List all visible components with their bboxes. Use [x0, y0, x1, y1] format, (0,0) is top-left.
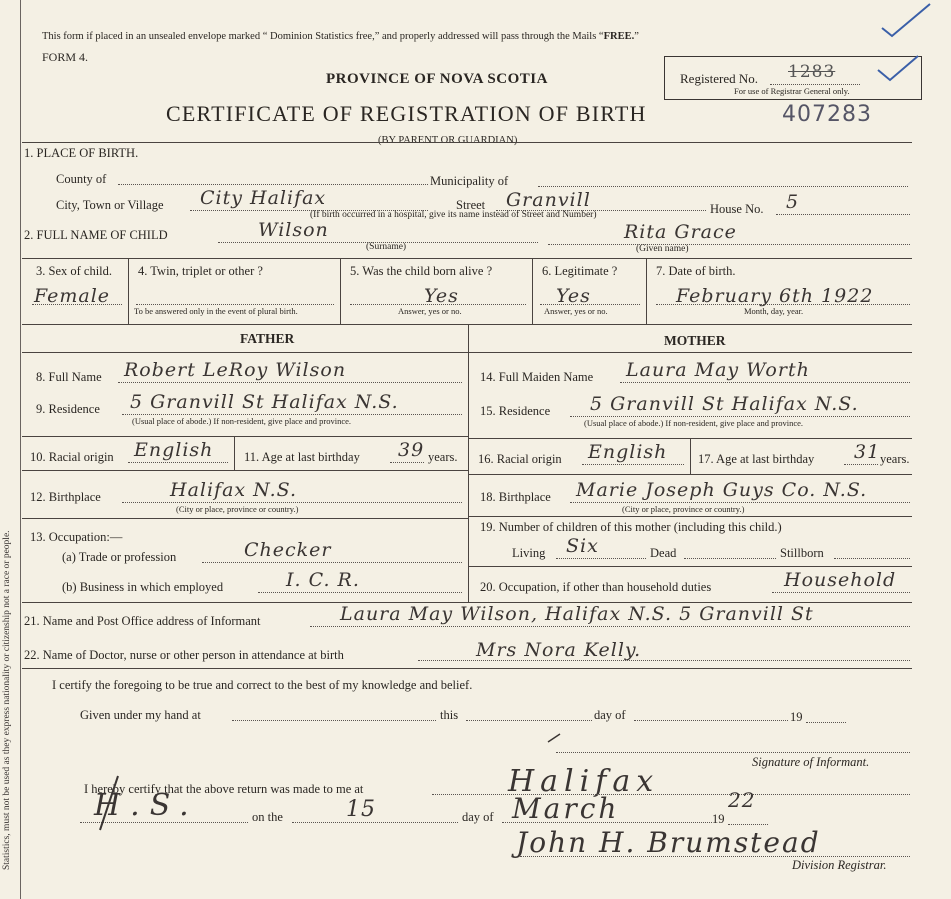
mail-notice: This form if placed in an unsealed envelope marked “ Dominion Statistics free,” and properly addressed will pass through the Mails “FREE.” [42, 31, 639, 42]
mother-age-value: 31 [854, 441, 881, 463]
rule-top [22, 142, 912, 143]
city-label: City, Town or Village [56, 198, 164, 212]
dead-label: Dead [650, 546, 677, 560]
given-caption: (Given name) [636, 244, 689, 254]
month-value: March [512, 792, 620, 825]
registrar-signature: John H. Brumstead [516, 826, 821, 859]
stillborn-label: Stillborn [780, 546, 824, 560]
rule-certification [22, 668, 912, 669]
doctor-line [418, 660, 910, 661]
year-prefix-2: 19 [712, 812, 725, 826]
living-label: Living [512, 546, 546, 560]
living-value: Six [566, 535, 599, 557]
informant-signature-caption: Signature of Informant. [752, 755, 870, 769]
child-surname: Wilson [258, 219, 329, 241]
handwritten-reg-number: 407283 [782, 102, 872, 127]
mother-occupation-value: Household [784, 569, 897, 591]
mother-birthplace-value: Marie Joseph Guys Co. N.S. [576, 479, 868, 501]
trade-label: (a) Trade or profession [62, 550, 177, 564]
twin-label: 4. Twin, triplet or other ? [138, 264, 263, 278]
given-line [548, 244, 910, 245]
father-racial-div [234, 436, 235, 470]
twin-note: To be answered only in the event of plural birth. [134, 306, 298, 316]
rule-mother-occupation [468, 566, 912, 567]
div-5 [532, 258, 533, 324]
child-name-label: 2. FULL NAME OF CHILD [24, 228, 168, 242]
street-label: Street [456, 198, 486, 212]
informant-value: Laura May Wilson, Halifax N.S. 5 Granvill St [340, 603, 814, 625]
certify-text: I certify the foregoing to be true and correct to the best of my knowledge and belief. [52, 678, 473, 692]
initials-line [80, 822, 248, 823]
mother-name-label: 14. Full Maiden Name [480, 370, 594, 384]
div-3 [128, 258, 129, 324]
father-residence-value: 5 Granvill St Halifax N.S. [130, 391, 399, 413]
certificate-title: CERTIFICATE OF REGISTRATION OF BIRTH [166, 101, 647, 126]
mother-racial-line [582, 464, 684, 465]
mother-age-label: 17. Age at last birthday [698, 452, 815, 466]
sex-value: Female [34, 285, 111, 307]
rule-occupation [22, 518, 468, 519]
on-the-label: on the [252, 810, 283, 824]
mother-residence-line [570, 416, 910, 417]
checkmark-icons [870, 0, 951, 90]
alive-label: 5. Was the child born alive ? [350, 264, 493, 278]
dead-line [684, 558, 776, 559]
rule-details-bottom [22, 324, 912, 325]
business-label: (b) Business in which employed [62, 580, 224, 594]
mother-racial-label: 16. Racial origin [478, 452, 562, 466]
business-value: I. C. R. [286, 569, 360, 591]
parents-divider [468, 324, 469, 602]
registrar-certify-text: I hereby certify that the above return was made to me at [84, 782, 364, 796]
father-residence-label: 9. Residence [36, 402, 100, 416]
mother-birthplace-note: (City or place, province or country.) [622, 504, 745, 514]
registered-label: Registered No. [680, 71, 758, 86]
mother-occupation-line [772, 592, 910, 593]
legit-label: 6. Legitimate ? [542, 264, 618, 278]
informant-label: 21. Name and Post Office address of Informant [24, 614, 261, 628]
checkmark-icon-top [882, 4, 930, 36]
municipality-label: Municipality of [430, 174, 509, 188]
rule-father-racial-bottom [22, 470, 468, 471]
mother-racial-div [690, 438, 691, 474]
municipality-line [538, 186, 908, 187]
county-label: County of [56, 172, 107, 186]
house-label: House No. [710, 202, 764, 216]
business-line [258, 592, 462, 593]
year-value: 22 [728, 788, 756, 812]
left-margin-line [20, 0, 21, 899]
div-4 [340, 258, 341, 324]
sex-label: 3. Sex of child. [36, 264, 113, 278]
form-number: FORM 4. [42, 50, 89, 64]
father-birthplace-value: Halifax N.S. [170, 479, 297, 501]
mother-occupation-label: 20. Occupation, if other than household duties [480, 580, 712, 594]
mother-residence-note: (Usual place of abode.) If non-resident, give place and province. [584, 418, 804, 428]
father-name-value: Robert LeRoy Wilson [124, 359, 347, 381]
twin-line [136, 304, 334, 305]
informant-line [310, 626, 910, 627]
father-residence-line [122, 414, 462, 415]
registered-value: 1283 [788, 62, 836, 82]
alive-note: Answer, yes or no. [398, 306, 462, 316]
given-label: Given under my hand at [80, 708, 201, 722]
checkmark-icon-bottom [878, 56, 918, 80]
this-line [466, 720, 592, 721]
sex-line [32, 304, 122, 305]
mother-racial-value: English [588, 441, 668, 463]
surname-caption: (Surname) [366, 242, 407, 252]
mother-residence-value: 5 Granvill St Halifax N.S. [590, 393, 859, 415]
house-value: 5 [786, 191, 800, 213]
city-value: City Halifax [200, 187, 327, 209]
father-racial-label: 10. Racial origin [30, 450, 114, 464]
dob-note: Month, day, year. [744, 306, 804, 316]
alive-value: Yes [424, 285, 459, 307]
registrar-signature-line [520, 856, 910, 857]
father-heading: FATHER [240, 331, 295, 346]
hospital-note: (If birth occurred in a hospital, give its name instead of Street and Number) [310, 210, 597, 220]
rule-details-top [22, 258, 912, 259]
alive-line [350, 304, 526, 305]
mother-heading: MOTHER [664, 333, 726, 348]
mother-age-line [844, 464, 878, 465]
year-prefix: 19 [790, 710, 803, 724]
certificate-subtitle: (BY PARENT OR GUARDIAN) [378, 135, 518, 146]
sidebar-notice [0, 0, 20, 899]
day-of-line [634, 720, 788, 721]
father-racial-line [128, 462, 228, 463]
father-racial-value: English [134, 439, 214, 461]
informant-signature-line [556, 752, 910, 753]
registrar-place-line [432, 794, 910, 795]
mother-birthplace-label: 18. Birthplace [480, 490, 551, 504]
this-label: this [440, 708, 459, 722]
father-residence-note: (Usual place of abode.) If non-resident, give place and province. [132, 416, 352, 426]
father-age-label: 11. Age at last birthday [244, 450, 360, 464]
children-label: 19. Number of children of this mother (including this child.) [480, 520, 782, 534]
mother-name-value: Laura May Worth [626, 359, 810, 381]
div-6 [646, 258, 647, 324]
legit-value: Yes [556, 285, 591, 307]
father-age-unit: years. [428, 450, 458, 464]
house-line [776, 214, 910, 215]
father-birthplace-label: 12. Birthplace [30, 490, 101, 504]
year-line [806, 722, 846, 723]
given-line [232, 720, 436, 721]
occupation-label: 13. Occupation:— [30, 530, 123, 544]
doctor-value: Mrs Nora Kelly. [476, 639, 642, 661]
rule-children [468, 516, 912, 517]
mother-birthplace-line [570, 502, 910, 503]
stillborn-line [834, 558, 910, 559]
rule-father-racial-top [22, 436, 468, 437]
county-line [118, 184, 428, 185]
trade-value: Checker [244, 539, 332, 561]
dob-label: 7. Date of birth. [656, 264, 736, 278]
dob-line [656, 304, 910, 305]
registered-line [770, 84, 860, 85]
dob-value: February 6th 1922 [676, 285, 874, 307]
rule-mother-racial-bottom [468, 474, 912, 475]
father-name-label: 8. Full Name [36, 370, 102, 384]
mother-age-unit: years. [880, 452, 910, 466]
legit-line [540, 304, 640, 305]
year-line-2 [728, 824, 768, 825]
province-heading: PROVINCE OF NOVA SCOTIA [326, 71, 548, 87]
child-given-name: Rita Grace [624, 221, 737, 243]
day-of-label: day of [594, 708, 626, 722]
rule-parents [22, 352, 912, 353]
place-of-birth-heading: 1. PLACE OF BIRTH. [24, 146, 139, 160]
on-the-line [292, 822, 458, 823]
legit-note: Answer, yes or no. [544, 306, 608, 316]
father-age-line [390, 462, 424, 463]
street-value: Granvill [506, 189, 591, 211]
mother-name-line [620, 382, 910, 383]
doctor-label: 22. Name of Doctor, nurse or other person in attendance at birth [24, 648, 344, 662]
trade-line [202, 562, 462, 563]
registrar-initials: H.S. [94, 788, 199, 823]
registrar-place-value: Halifax [508, 764, 660, 799]
registrar-note: For use of Registrar General only. [734, 86, 850, 96]
sidebar-notice-text: Statistics, must not be used as they express nationality or citizenship not a race or people. [2, 530, 12, 870]
month-line [502, 822, 712, 823]
registrar-caption: Division Registrar. [792, 858, 887, 872]
mother-residence-label: 15. Residence [480, 404, 551, 418]
father-birthplace-line [122, 502, 462, 503]
father-birthplace-note: (City or place, province or country.) [176, 504, 299, 514]
day-of-label-2: day of [462, 810, 494, 824]
father-name-line [118, 382, 462, 383]
father-age-value: 39 [398, 439, 425, 461]
on-the-value: 15 [346, 797, 376, 822]
living-line [556, 558, 646, 559]
pen-mark-icon [548, 734, 560, 742]
